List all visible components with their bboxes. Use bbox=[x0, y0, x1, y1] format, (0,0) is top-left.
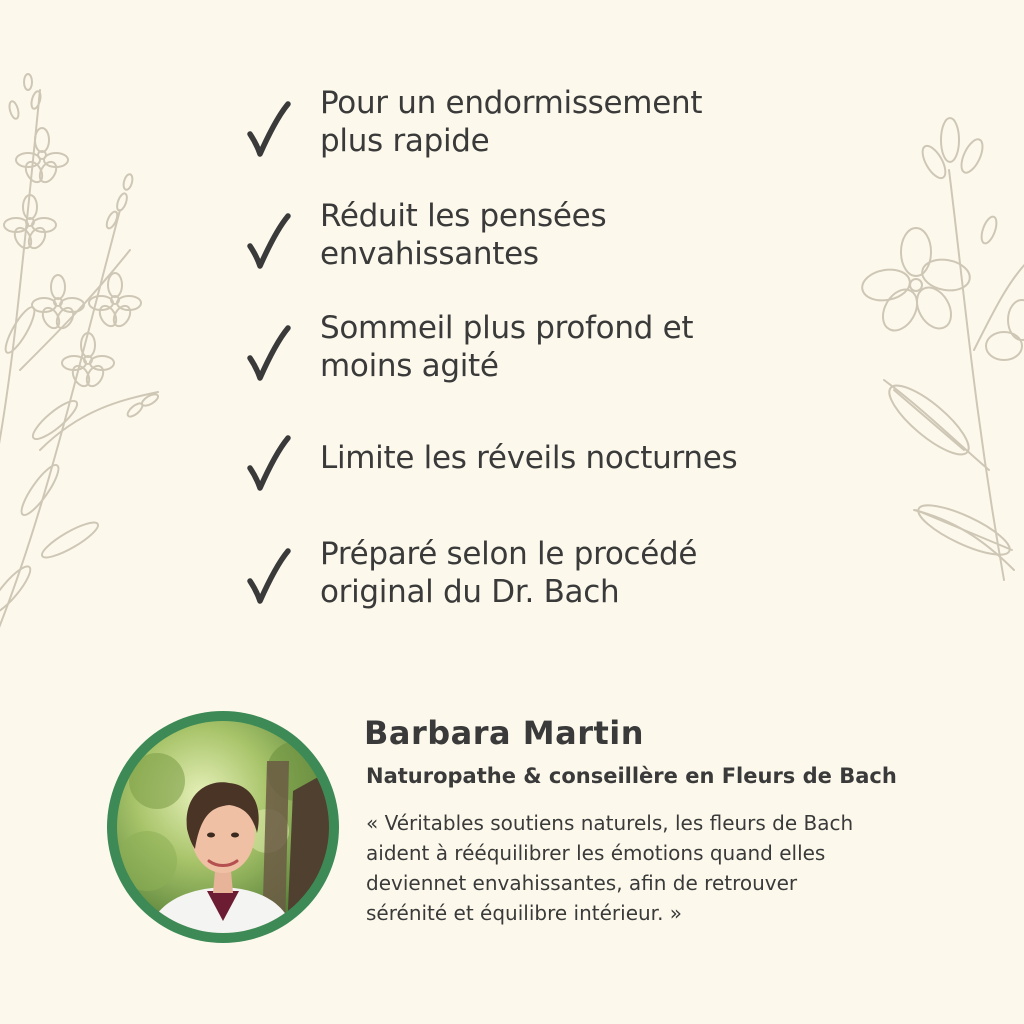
benefit-line: original du Dr. Bach bbox=[320, 574, 620, 610]
benefit-line: moins agité bbox=[320, 348, 499, 384]
benefit-item bbox=[240, 309, 860, 399]
quote-line: sérénité et équilibre intérieur. » bbox=[366, 901, 683, 925]
benefit-line: Sommeil plus profond et bbox=[320, 310, 694, 346]
benefit-text bbox=[320, 84, 860, 160]
benefit-text bbox=[320, 309, 860, 385]
benefit-line: plus rapide bbox=[320, 123, 490, 159]
checkmark-icon bbox=[244, 432, 294, 494]
checkmark-icon bbox=[244, 98, 294, 160]
benefit-line: Réduit les pensées bbox=[320, 198, 607, 234]
quote-line: deviennet envahissantes, afin de retrouver bbox=[366, 871, 798, 895]
floral-decoration-left bbox=[0, 70, 170, 670]
quote-line: aident à rééquilibrer les émotions quand elles bbox=[366, 841, 826, 865]
benefit-item bbox=[240, 422, 860, 512]
benefit-text bbox=[320, 535, 860, 611]
portrait-photo bbox=[117, 721, 329, 933]
benefit-line: Préparé selon le procédé bbox=[320, 536, 698, 572]
benefit-item bbox=[240, 535, 860, 625]
benefit-text bbox=[320, 439, 860, 477]
expert-quote bbox=[366, 808, 926, 928]
expert-role: Naturopathe & conseillère en Fleurs de Bach bbox=[366, 764, 897, 788]
avatar bbox=[107, 711, 339, 943]
benefit-item bbox=[240, 84, 860, 174]
benefit-item bbox=[240, 197, 860, 287]
checkmark-icon bbox=[244, 210, 294, 272]
checkmark-icon bbox=[244, 545, 294, 607]
quote-line: « Véritables soutiens naturels, les fleurs de Bach bbox=[366, 811, 854, 835]
benefit-line: envahissantes bbox=[320, 236, 539, 272]
expert-name: Barbara Martin bbox=[364, 714, 645, 752]
checkmark-icon bbox=[244, 322, 294, 384]
benefit-line: Pour un endormissement bbox=[320, 85, 703, 121]
floral-decoration-right bbox=[854, 110, 1024, 630]
benefit-line: Limite les réveils nocturnes bbox=[320, 440, 738, 476]
benefit-text bbox=[320, 197, 860, 273]
